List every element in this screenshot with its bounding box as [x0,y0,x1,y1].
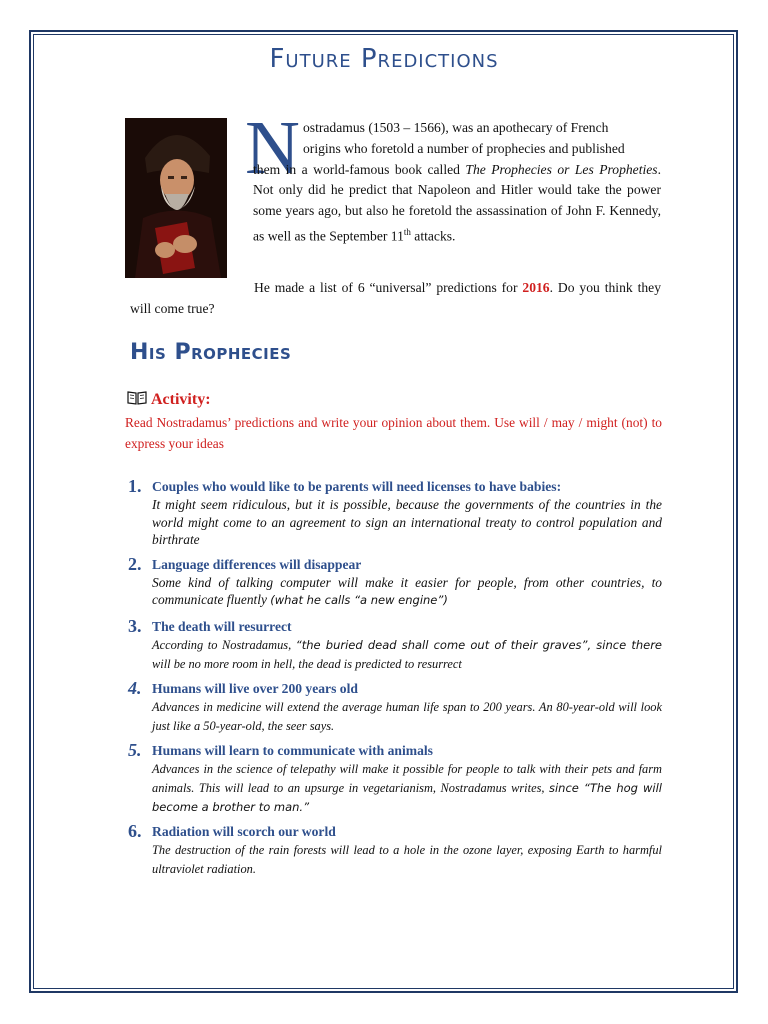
item-quote: “the buried dead shall come out of their graves”, since there [295,637,663,652]
item-body-pre: According to Nostradamus, [152,637,296,652]
prophecy-item-6 [128,820,662,879]
item-heading: The death will resurrect [152,618,292,634]
activity-instructions: Read Nostradamus’ predictions and write your opinion about them. Use will / may / might (not) to express your ideas [125,415,662,451]
item-number: 1. [128,476,142,496]
item-number: 2. [128,553,142,574]
question-paragraph [130,278,661,320]
item-quote: (what he calls “a new engine”) [270,593,448,607]
superscript-th: th [403,226,411,237]
item-body-text: Advances in the science of telepathy will make it possible for people to talk with their pets and farm animals. This will lead to an upsurge in vegetarianism, Nostradamus writes, [152,761,662,795]
item-heading: Humans will learn to communicate with animals [152,742,433,758]
item-heading: Radiation will scorch our world [152,823,336,839]
prophecy-item-4 [128,677,662,736]
book-title: The Prophecies or Les Propheties [465,161,658,177]
intro-line-1: ostradamus (1503 – 1566), was an apothecary of French [303,120,609,135]
nostradamus-portrait [125,118,227,278]
item-heading: Humans will live over 200 years old [152,680,358,696]
item-body [152,636,662,674]
open-book-icon [127,390,147,410]
page-title: Future Predictions [269,44,499,74]
item-body-text: will be no more room in hell, the dead is predicted to resurrect [152,656,462,671]
item-body: Advances in medicine will extend the average human life span to 200 years. An 80-year-old will look just like a 50-year-old, the seer says. [152,699,662,733]
intro-rest: . Not only did he predict that Napoleon and Hitler would take the power some years ago, but also he foretold the assassination of John F. Kennedy, as well as the September 11 [253,161,661,244]
prophecy-item-2 [128,553,662,610]
item-body [152,760,662,817]
portrait-image [125,118,227,278]
intro-end: attacks. [410,228,456,244]
prophecy-item-3 [128,615,663,674]
item-body [152,574,662,610]
item-number: 4. [128,677,142,698]
highlight-year: 2016 [522,280,550,295]
item-heading: Language differences will disappear [152,556,362,572]
item-body: It might seem ridiculous, but it is possible, because the governments of the countries in the world might come to an agreement to sign an international treaty to control population and birthrate [152,497,662,547]
prophecy-list [128,478,662,879]
activity-label: Activity: [151,391,211,408]
question-text-before: He made a list of 6 “universal” predictions for [254,280,523,295]
section-heading: His Prophecies [130,340,292,365]
intro-line-2: origins who foretold a number of prophecies and published [303,140,625,156]
drop-cap-letter: N [245,106,300,190]
intro-line-3: them in a world-famous book called [253,161,466,177]
item-number: 6. [128,820,142,841]
item-quote: since “The hog will become a brother to man.” [152,780,662,814]
item-body-text: Some kind of talking computer will make it easier for people, from other countries, to communicate fluently [152,574,662,607]
question-text-after: . Do you think they will come true? [130,280,661,316]
prophecy-item-1 [128,478,662,549]
intro-paragraph [253,118,661,247]
activity-heading [127,390,211,410]
item-number: 5. [128,739,142,760]
prophecy-item-5 [128,739,662,817]
item-number: 3. [128,615,142,636]
item-heading: Couples who would like to be parents will need licenses to have babies: [152,479,562,494]
intro-body [253,160,661,248]
item-body: The destruction of the rain forests will lead to a hole in the ozone layer, exposing Earth to harmful ultraviolet radiation. [152,842,662,876]
